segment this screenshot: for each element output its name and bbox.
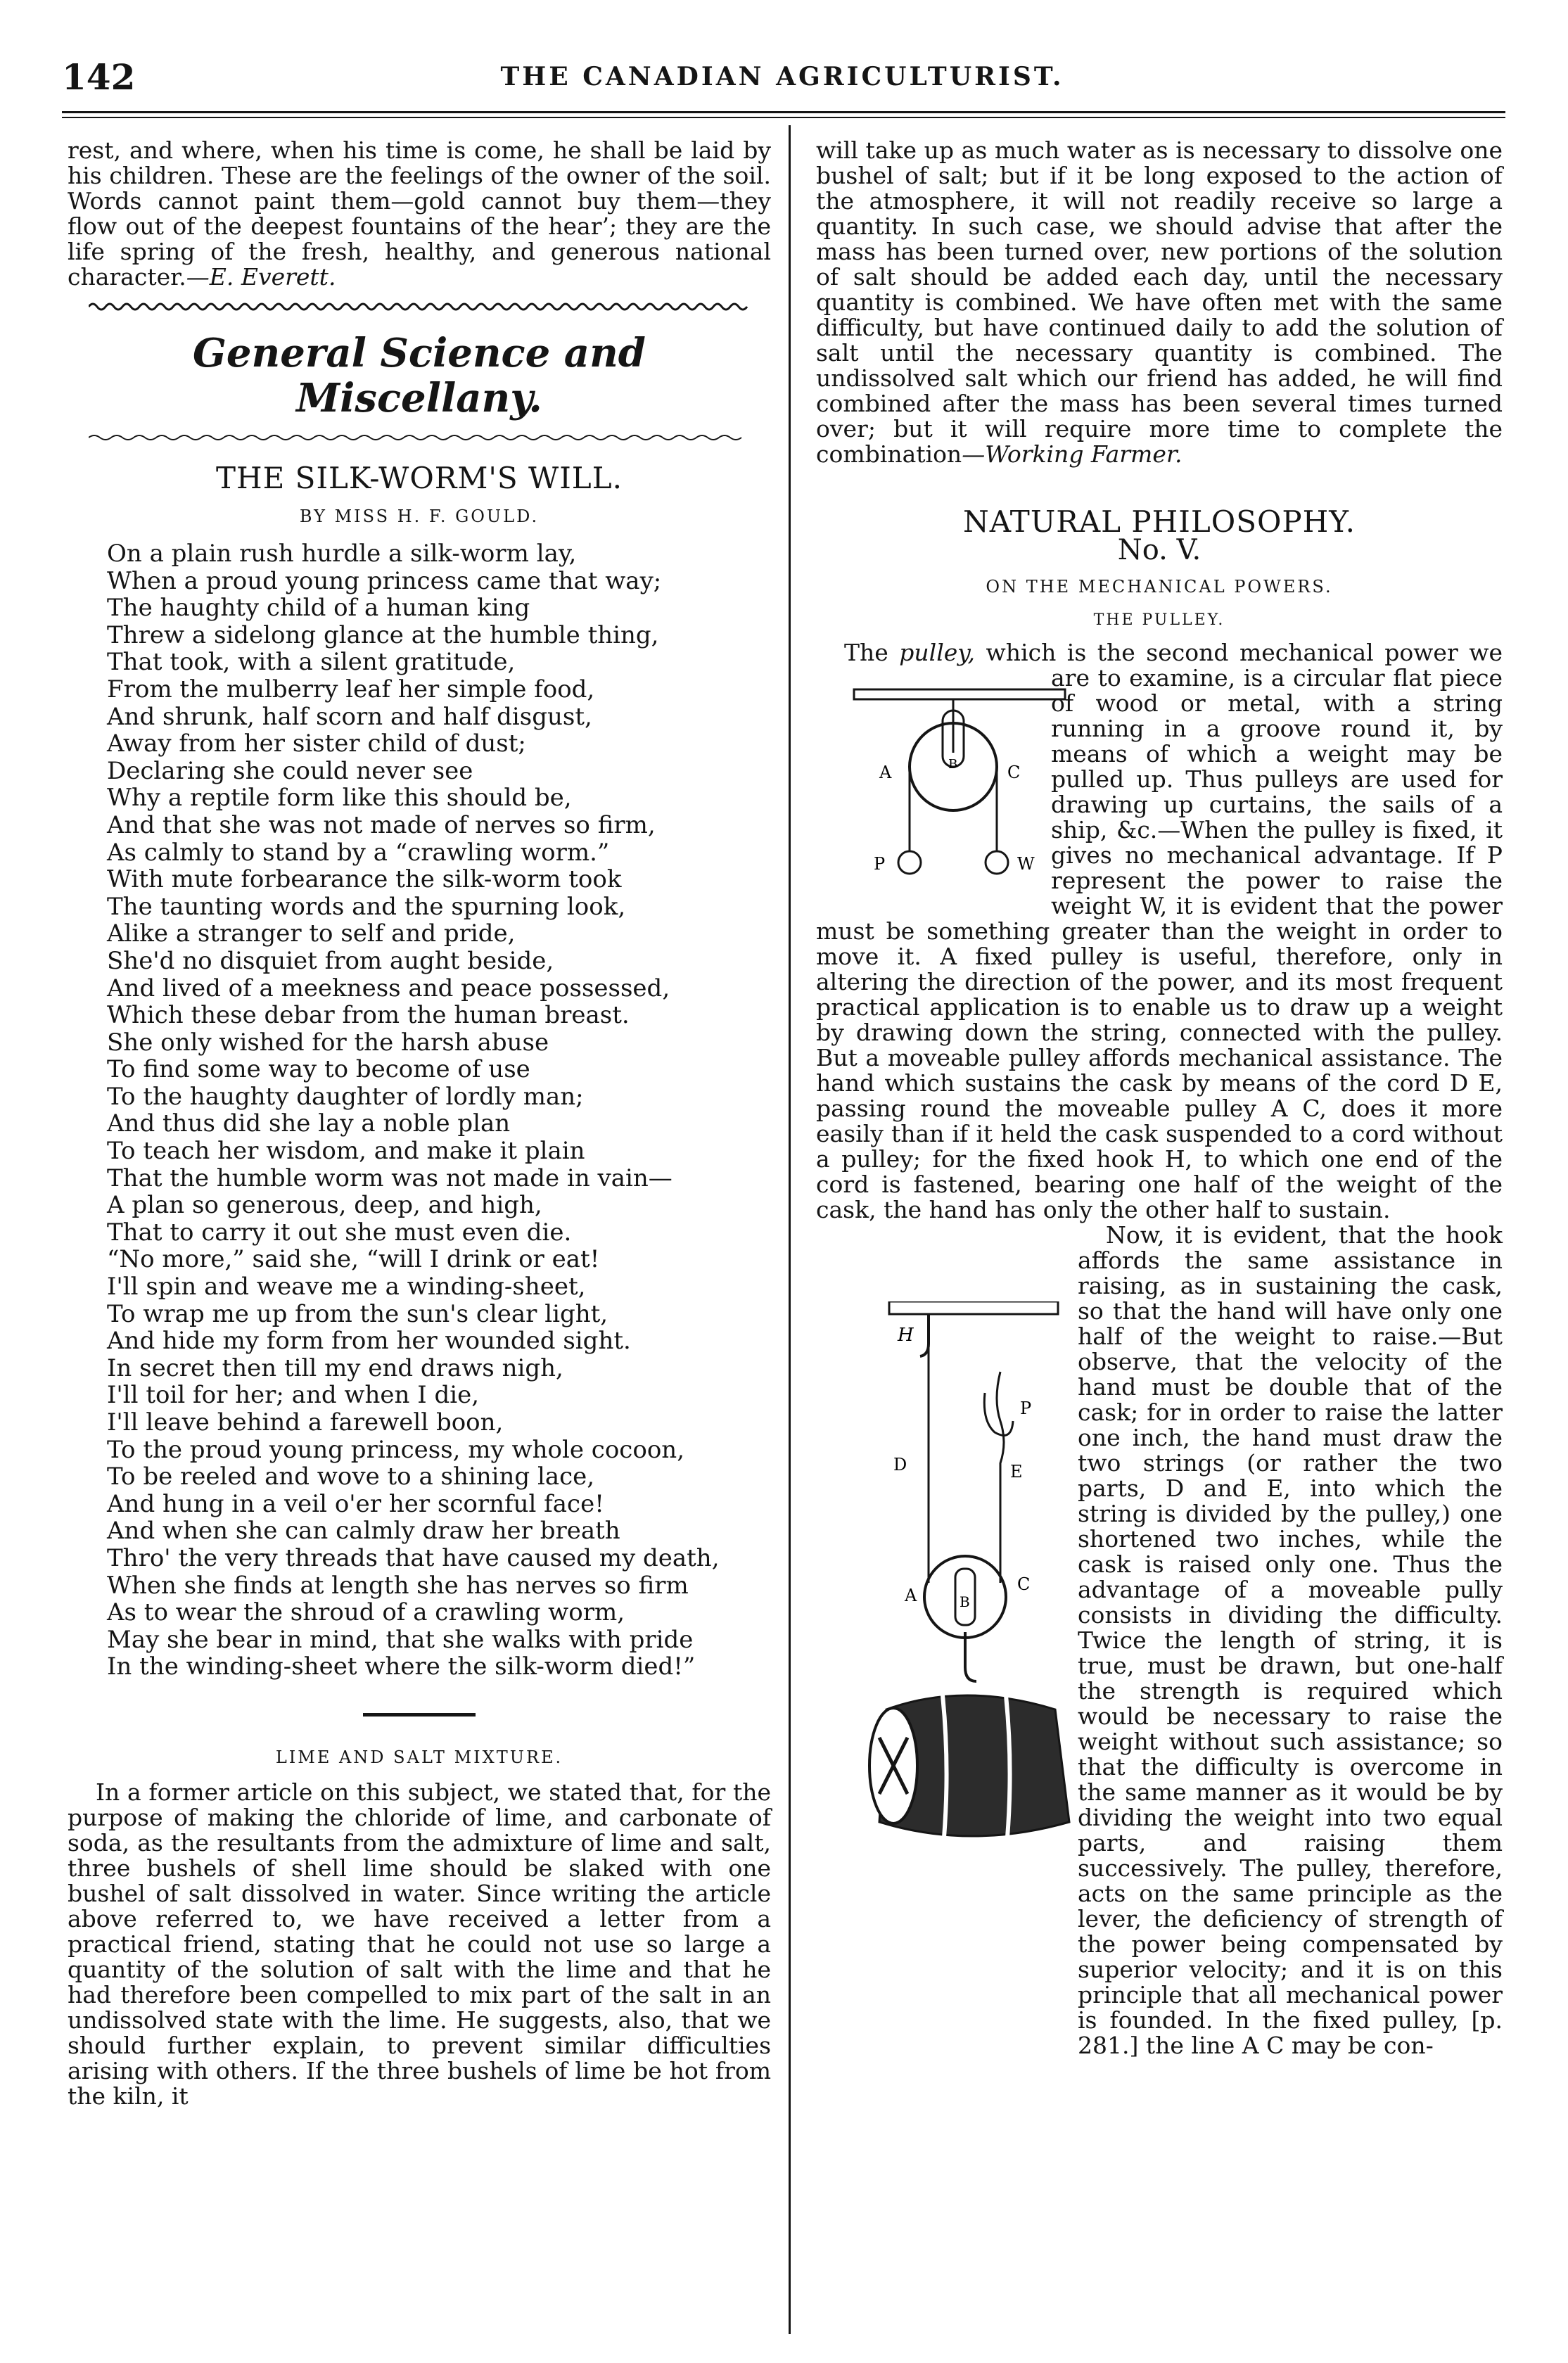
poem-line: And hung in a veil o'er her scornful face! <box>107 1489 604 1518</box>
poem-line: And that she was not made of nerves so firm, <box>107 810 656 839</box>
article-number: No. V. <box>1117 534 1202 566</box>
lime-salt-paragraph: In a former article on this subject, we stated that, for the purpose of making the chloride of lime, and carbonate of soda, as the resultants from the admixture of lime and salt, three bushels of shell lime should be slaked with one bushel of salt dissolved in water. Since writing the article above referred to, we have received a letter from a practical friend, stating that he could not use so large a quantity of the solution of salt with the lime and that he had therefore been compelled to mix part of the salt in an undissolved state with the lime. He suggests, also, that we should further explain, to prevent similar difficulties arising with others. If the three bushels of lime be hot from the kiln, it <box>68 1778 771 2110</box>
poem-line: And hide my form from her wounded sight. <box>107 1327 631 1356</box>
natural-philosophy-title: NATURAL PHILOSOPHY. <box>963 504 1356 539</box>
poem-line: To be reeled and wove to a shining lace, <box>107 1463 595 1491</box>
poem-line: Why a reptile form like this should be, <box>107 784 572 813</box>
poem-line: Declaring she could never see <box>107 756 473 785</box>
fig1-label-w: W <box>1017 854 1035 874</box>
fig1-label-a: A <box>879 763 892 782</box>
section-title: General Science and Miscellany. <box>193 330 646 421</box>
poem-line: And lived of a meekness and peace possessed, <box>107 974 670 1002</box>
fixed-hook-h <box>920 1314 929 1356</box>
poem-line: The haughty child of a human king <box>107 594 530 623</box>
pulley-term: pulley, <box>899 639 976 666</box>
intro-paragraph: rest, and where, when his time is come, he shall be laid by his children. These are the feelings of the owner of the soil. Words cannot paint them—gold cannot buy them—they flow out of the deepest fountains of the hear’; they are the life spring of the fresh, healthy, and generous national character.—E. Everett. <box>68 136 771 291</box>
poem-line: Away from her sister child of dust; <box>107 730 526 758</box>
lime-source: —Working Farmer. <box>962 440 1183 468</box>
lime-salt-continued: will take up as much water as is necessary to dissolve one bushel of salt; but if it be long exposed to the action of the atmosphere, it will not readily receive so large a quantity. In such case, we should advise that after the mass has been turned over, new portions of the solution of salt should be added each day, until the necessary quantity is combined. We have often met with the same difficulty, but have continued daily to add the solution of salt until the necessary quantity is combined. The undissolved salt which our friend has added, he will find combined after the mass has been several times turned over; but it will require more time to complete the combination—Working Farmer. <box>816 136 1503 468</box>
poem-line: I'll toil for her; and when I die, <box>107 1381 480 1410</box>
poem-line: And when she can calmly draw her breath <box>107 1517 620 1546</box>
poem-line: In secret then till my end draws nigh, <box>107 1354 563 1382</box>
page-header <box>62 56 1503 106</box>
weight-w <box>986 851 1008 874</box>
wavy-divider-bottom <box>89 431 750 445</box>
poem-line: To the proud young princess, my whole cocoon, <box>107 1435 684 1464</box>
fig2-label-e: E <box>1010 1462 1023 1482</box>
poem-line: To teach her wisdom, and make it plain <box>107 1137 585 1166</box>
pulley-heading: THE PULLEY. <box>1093 611 1225 629</box>
poem-line: With mute forbearance the silk-worm took <box>107 865 622 894</box>
poem-line: To the haughty daughter of lordly man; <box>107 1082 584 1111</box>
wavy-divider-top <box>89 300 750 314</box>
poem-line: When she finds at length she has nerves so firm <box>107 1571 689 1600</box>
poem-line: Thro' the very threads that have caused my death, <box>107 1543 720 1572</box>
poem-line: That took, with a silent gratitude, <box>107 648 516 677</box>
poem-line: On a plain rush hurdle a silk-worm lay, <box>107 540 577 568</box>
poem-line: As calmly to stand by a “crawling worm.” <box>107 838 610 867</box>
short-divider <box>363 1713 476 1716</box>
poem-line: “No more,” said she, “will I drink or eat! <box>107 1245 600 1274</box>
poem-line: May she bear in mind, that she walks with pride <box>107 1625 694 1654</box>
column-separator <box>789 125 791 2334</box>
poem-line: A plan so generous, deep, and high, <box>107 1191 542 1220</box>
poem-line: From the mulberry leaf her simple food, <box>107 675 595 703</box>
hook-beam <box>889 1301 1058 1314</box>
poem-line: She only wished for the harsh abuse <box>107 1028 549 1057</box>
moveable-pulley-figure <box>816 1301 1069 2096</box>
poem-line: And thus did she lay a noble plan <box>107 1109 511 1138</box>
poem-line: In the winding-sheet where the silk-worm died!” <box>107 1652 696 1681</box>
mechanical-powers-subtitle: ON THE MECHANICAL POWERS. <box>986 577 1333 597</box>
cask-hook <box>965 1632 976 1681</box>
fig2-label-d: D <box>893 1455 907 1475</box>
fig1-label-p: P <box>874 854 886 874</box>
cord-e <box>997 1372 1004 1583</box>
poem-verse <box>68 540 771 1681</box>
cask <box>869 1695 1069 1837</box>
fig1-label-c: C <box>1007 763 1021 782</box>
pulley-paragraph-2: H D P E A B C Now, it is evident, that the hook affords the same assistance in raising, as in sustaining the cask, so that the hand will have only one half of the weight to raise.—But observe, that the velocity of the hand must be double that of the cask; for in order to raise the latter one inch, the hand must draw the two strings (or rather the two parts, D and E, into which the string is divided by the pulley,) one shortened two inches, while the cask is raised only one. Thus the advantage of a moveable pully consists in dividing the difficulty. Twice the length of string, it is true, must be drawn, but one-half the strength is required which would be necessary to raise the weight without such assistance; so that the difficulty is overcome in the same manner as it would be by dividing the weight into two equal parts, and raising them successively. The pulley, therefore, acts on the same principle as the lever, the deficiency of strength of the power being compensated by superior velocity; and it is on this principle that all mechanical power is founded. In the fixed pulley, [p. 281.] the line A C may be con- <box>816 1223 1503 2058</box>
fig2-label-b: B <box>960 1593 970 1610</box>
page-number: 142 <box>62 56 136 98</box>
fig2-label-a: A <box>905 1586 917 1605</box>
fixed-pulley-figure <box>816 640 1045 919</box>
poem-line: She'd no disquiet from aught beside, <box>107 946 554 975</box>
journal-title: THE CANADIAN AGRICULTURIST. <box>500 62 1064 91</box>
fig2-label-c: C <box>1017 1574 1031 1594</box>
poem-line: I'll spin and weave me a winding-sheet, <box>107 1273 586 1301</box>
power-weight-p <box>898 851 921 874</box>
poem-line: Threw a sidelong glance at the humble thing, <box>107 620 659 649</box>
pulley-paragraph-1: The A B C P W pulley, which is the second mechanical power we are to examine, is a circular flat piece of wood or metal, with a string running in a groove round it, by means of which a weight may be pulled up. Thus pulleys are used for drawing up curtains, the sails of a ship, &c.—When the pulley is fixed, it gives no mechanical advantage. If P represent the power to raise the weight W, it is evident that the power must be something greater than the weight in order to move it. A fixed pulley is useful, therefore, only in altering the direction of the power, and its most frequent practical application is to enable us to draw up a weight by drawing down the string, connected with the pulley. But a moveable pulley affords mechanical assistance. The hand which sustains the cask by means of the cord D E, passing round the moveable pulley A C, does it more easily than if it held the cask suspended to a cord without a pulley; for the fixed hook H, to which one end of the cord is fastened, bearing one half of the weight of the cask, the hand has only the other half to sustain. <box>816 639 1503 1223</box>
fig1-label-b: B <box>948 757 958 772</box>
poem-line: I'll leave behind a farewell boon, <box>107 1408 504 1437</box>
poem-line: That to carry it out she must even die. <box>107 1218 572 1247</box>
poem-line: As to wear the shroud of a crawling worm, <box>107 1598 625 1627</box>
intro-author: —E. Everett. <box>186 263 336 291</box>
left-column <box>68 138 771 2109</box>
poem-title: THE SILK-WORM'S WILL. <box>216 461 623 495</box>
fig2-label-p: P <box>1020 1399 1032 1418</box>
poem-line: When a proud young princess came that way; <box>107 566 662 595</box>
poem-line: Alike a stranger to self and pride, <box>107 919 516 948</box>
poem-line: To wrap me up from the sun's clear light, <box>107 1299 608 1328</box>
lime-salt-title: LIME AND SALT MIXTURE. <box>275 1747 563 1767</box>
header-rule-thin <box>62 117 1505 118</box>
poem-line: Which these debar from the human breast. <box>107 1001 630 1030</box>
poem-byline: BY MISS H. F. GOULD. <box>299 507 540 526</box>
pulley-support-beam <box>854 689 1065 699</box>
poem-line: And shrunk, half scorn and half disgust, <box>107 702 592 731</box>
fig2-label-h: H <box>898 1325 914 1346</box>
poem-line: To find some way to become of use <box>107 1055 530 1084</box>
poem-line: That the humble worm was not made in vain— <box>107 1164 673 1192</box>
right-column <box>816 138 1503 2096</box>
header-rule-thick <box>62 111 1505 113</box>
poem-line: The taunting words and the spurning look, <box>107 892 626 921</box>
